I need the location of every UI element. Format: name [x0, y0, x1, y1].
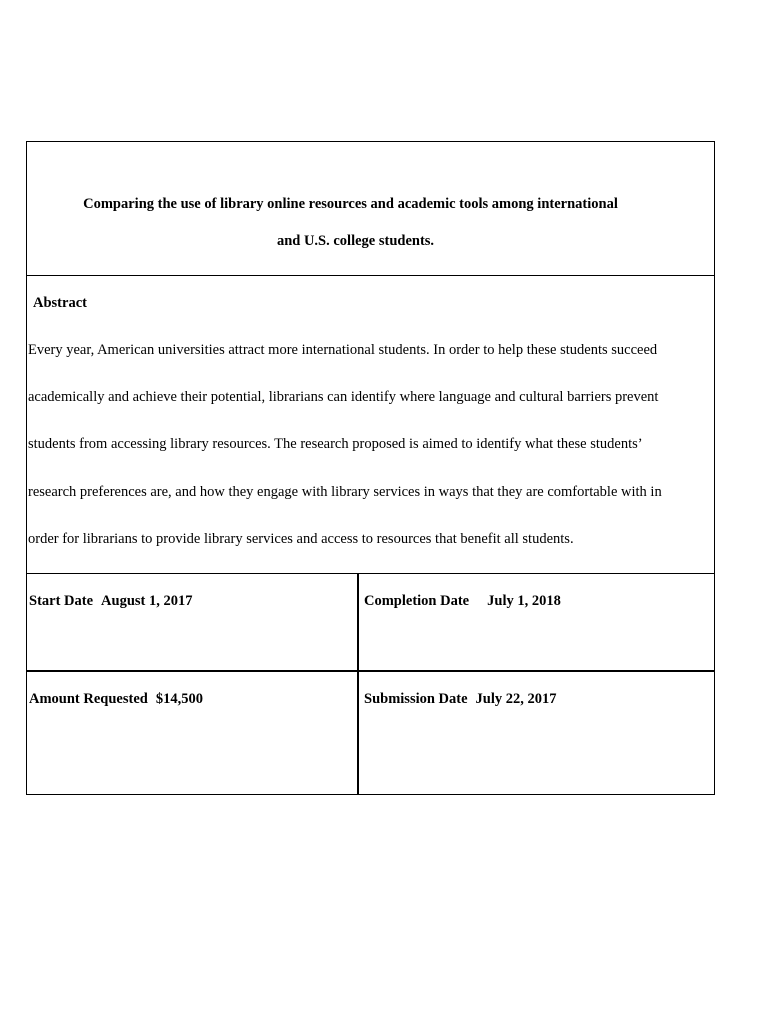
abstract-line: academically and achieve their potential, librarians can identify where language and cultural barriers prevent — [28, 389, 659, 405]
completion-date-field — [364, 593, 561, 610]
proposal-title-line-2: and U.S. college students. — [276, 233, 435, 249]
abstract-heading: Abstract — [33, 295, 87, 311]
amount-requested-value: $14,500 — [155, 691, 203, 707]
abstract-line: research preferences are, and how they engage with library services in ways that they are comfortable with in — [28, 484, 662, 500]
abstract-cell — [27, 276, 714, 574]
title-cell — [27, 142, 714, 276]
completion-date-cell — [359, 574, 714, 672]
abstract-line: order for librarians to provide library services and access to resources that benefit all students. — [28, 531, 574, 547]
submission-date-label: Submission Date — [364, 691, 468, 707]
abstract-line: students from accessing library resources. The research proposed is aimed to identify what these students’ — [28, 436, 643, 452]
submission-date-field — [364, 691, 557, 708]
proposal-title-line-1: Comparing the use of library online resources and academic tools among international — [83, 196, 618, 212]
amount-requested-cell — [27, 672, 359, 794]
completion-date-value: July 1, 2018 — [487, 593, 561, 609]
start-date-label: Start Date — [29, 593, 94, 609]
completion-date-label: Completion Date — [364, 593, 470, 609]
abstract-line: Every year, American universities attract more international students. In order to help these students succeed — [28, 342, 658, 358]
start-date-field — [29, 593, 192, 610]
amount-requested-field — [29, 691, 203, 708]
start-date-value: August 1, 2017 — [101, 593, 193, 609]
proposal-table — [26, 141, 715, 795]
submission-date-value: July 22, 2017 — [475, 691, 557, 707]
start-date-cell — [27, 574, 359, 672]
submission-date-cell — [359, 672, 714, 794]
amount-requested-label: Amount Requested — [29, 691, 148, 707]
